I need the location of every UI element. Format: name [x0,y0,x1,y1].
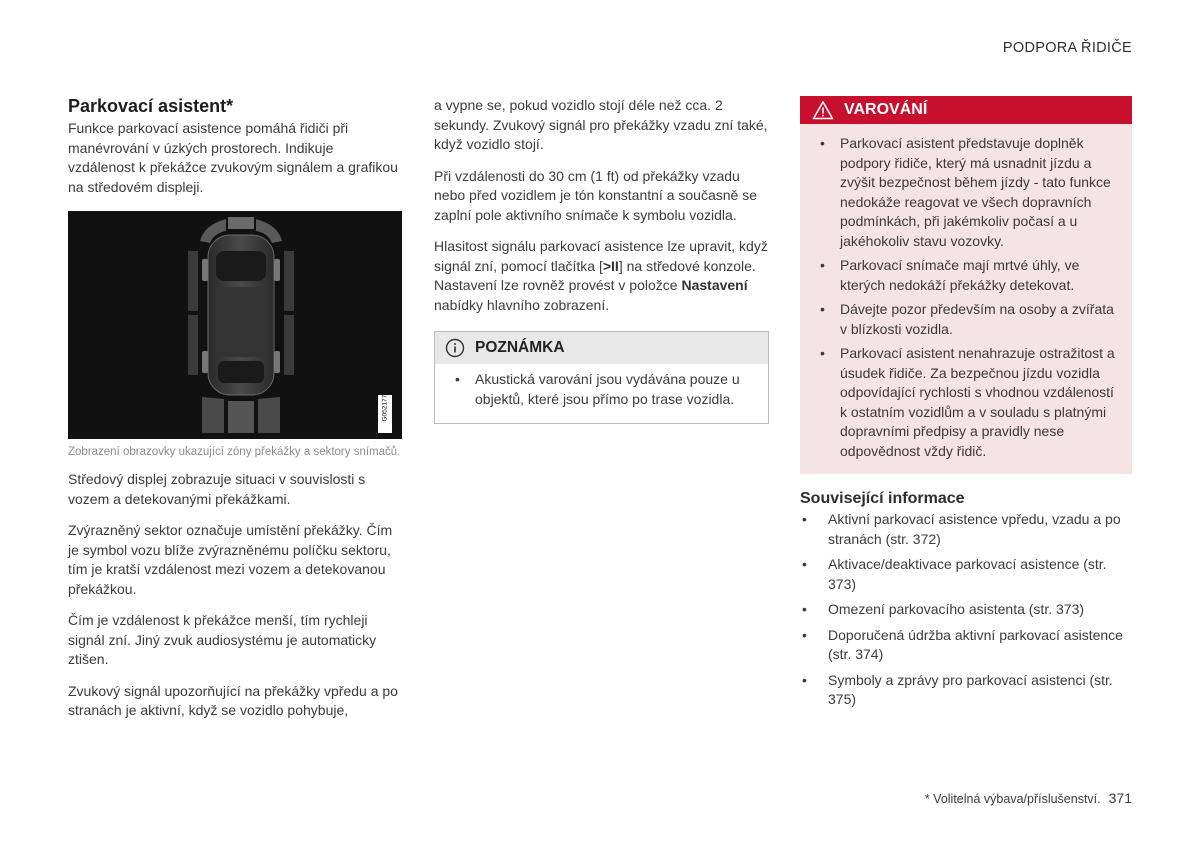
list-item: • Parkovací asistent nenahrazuje ostražitost a úsudek řidiče. Za bezpečnou jízdu vozidla odpovídající rychlosti s vhodnou vzdáleností k ostatním vozidlům a v souladu s platnými dopravními předpisy a pravidly nese odpovědnost vždy řidič. [810,344,1120,461]
section-title: Parkovací asistent* [68,96,234,116]
figure-caption: Zobrazení obrazovky ukazující zóny překážky a sektory snímačů. [68,446,401,458]
text-run: nabídky hlavního zobrazení. [434,296,610,313]
warning-box [800,96,1132,474]
note-list [445,370,758,409]
related-section [800,490,1132,710]
text-run: ] na středové konzole. Nastavení lze rovněž provést v položce [434,257,756,293]
related-link[interactable]: • Aktivní parkovací asistence vpředu, vzadu a po stranách (str. 372) [800,510,1132,549]
list-item: • Parkovací snímače mají mrtvé úhly, ve kterých nedokáží překážky detekovat. [810,256,1120,295]
volume-paragraph [434,237,769,315]
settings-menu-label: Nastavení [681,277,748,293]
paragraph: Zvukový signál upozorňující na překážky vpředu a po stranách je aktivní, když se vozidlo pohybuje, [68,682,398,718]
related-title: Související informace [800,490,965,507]
note-title: POZNÁMKA [475,339,565,356]
column-middle [434,96,769,424]
related-link[interactable]: • Omezení parkovacího asistenta (str. 373) [800,600,1132,620]
paragraph: a vypne se, pokud vozidlo stojí déle než cca. 2 sekundy. Zvukový signál pro překážky vzadu zní také, když vozidlo stojí. [434,97,768,152]
warning-body [800,124,1132,474]
warning-list [810,134,1120,461]
list-item: • Akustická varování jsou vydávána pouze u objektů, které jsou přímo po trase vozidla. [445,370,758,409]
intro-paragraph: Funkce parkovací asistence pomáhá řidiči při manévrování v úzkých prostorech. Indikuje vzdálenost k překážce zvukovým signálem a grafikou na středovém displeji. [68,120,398,195]
paragraph: Středový displej zobrazuje situaci v souvislosti s vozem a detekovanými překážkami. [68,471,366,507]
play-pause-button-label: >II [602,257,619,274]
column-left [68,96,403,733]
footnote: * Volitelná výbava/příslušenství. [924,792,1101,806]
car-top-view-illustration [68,211,402,439]
note-box [434,331,769,424]
warning-title: VAROVÁNÍ [844,101,928,118]
chapter-title: PODPORA ŘIDIČE [1002,40,1132,56]
list-item: • Parkovací asistent představuje doplněk podpory řidiče, který má usnadnit jízdu a zvýšit bezpečnost během jízdy - tato funkce nedokáže reagovat ve všech dopravních podmínkách, při jakémkoliv počasí a u jakéhokoliv stavu vozovky. [810,134,1120,251]
warning-triangle-icon [812,100,834,120]
paragraph: Při vzdálenosti do 30 cm (1 ft) od překážky vzadu nebo před vozidlem je tón konstantní a současně se zaplní pole aktivního snímače k symbolu vozidla. [434,167,757,223]
related-link[interactable]: • Aktivace/deaktivace parkovací asistence (str. 373) [800,555,1132,594]
warning-header [800,96,1132,124]
list-item: • Dávejte pozor především na osoby a zvířata v blízkosti vozidla. [810,300,1120,339]
note-header [435,332,768,364]
related-link[interactable]: • Doporučená údržba aktivní parkovací asistence (str. 374) [800,626,1132,665]
page-number: 371 [1108,790,1132,806]
note-body [435,364,768,423]
related-list [800,510,1132,710]
parking-display-figure [68,211,402,439]
paragraph: Čím je vzdálenost k překážce menší, tím rychleji signál zní. Jiný zvuk audiosystému je automaticky ztišen. [68,612,377,667]
paragraph: Zvýrazněný sektor označuje umístění překážky. Čím je symbol vozu blíže zvýrazněnému políčku sektoru, tím je kratší vzdálenost mezi vozem a detekovanou překážkou. [68,522,393,597]
info-icon [445,338,465,358]
figure-code: G052177 [381,394,389,422]
column-right [800,96,1132,716]
text-run: Hlasitost signálu parkovací asistence lze upravit, když signál zní, pomocí tlačítka [ [434,238,768,274]
page-footer [925,790,1132,806]
related-link[interactable]: • Symboly a zprávy pro parkovací asistenci (str. 375) [800,671,1132,710]
